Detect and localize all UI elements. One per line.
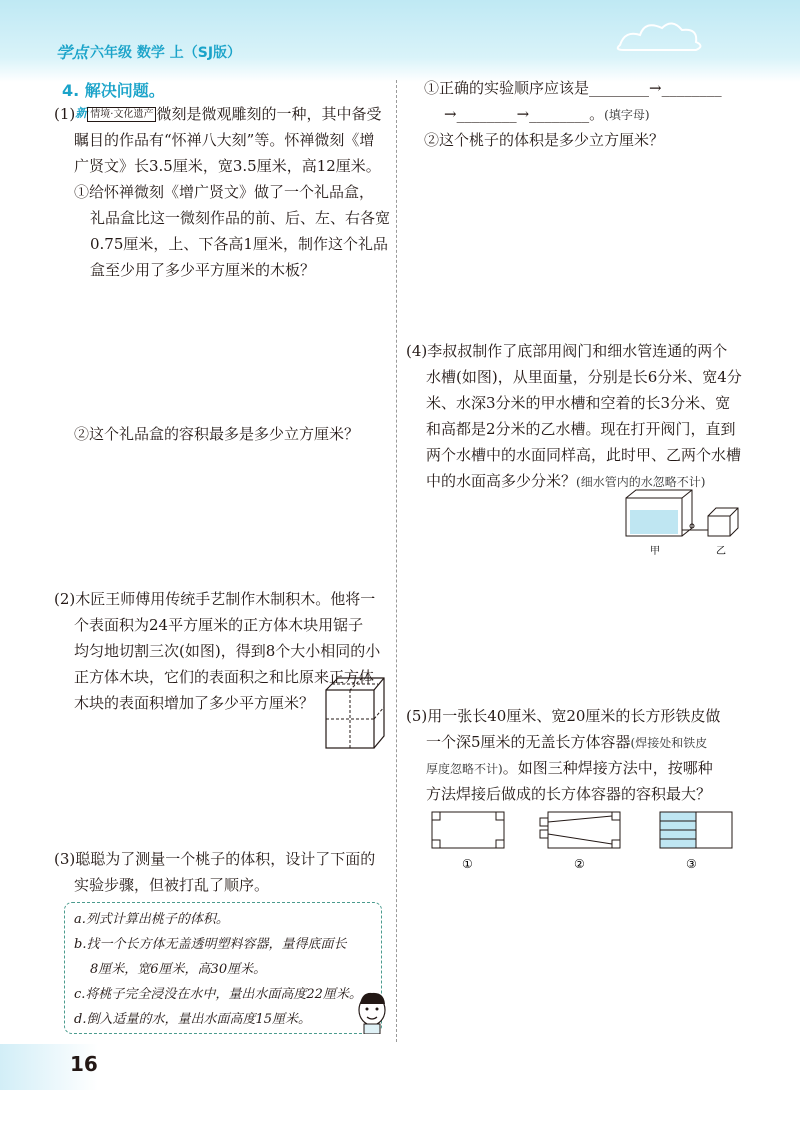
cloud-decoration-icon bbox=[610, 10, 720, 60]
step-d: d.倒入适量的水，量出水面高度15厘米。 bbox=[74, 1012, 311, 1027]
page-number: 16 bbox=[70, 1052, 98, 1076]
q2-line-1: (2)木匠王师傅用传统手艺制作木制积木。他将一 bbox=[54, 590, 376, 608]
label-jia: 甲 bbox=[650, 546, 660, 557]
q4-line-6: 中的水面高多少分米？(细水管内的水忽略不计) bbox=[426, 472, 706, 490]
q1-line-3: 广贤文》长3.5厘米，宽3.5厘米，高12厘米。 bbox=[74, 157, 381, 175]
q2-line-3: 均匀地切割三次(如图)，得到8个大小相同的小 bbox=[74, 642, 381, 660]
peach-volume-question: ②这个桃子的体积是多少立方厘米？ bbox=[424, 131, 665, 149]
q4-line-1: (4)李叔叔制作了底部用阀门和细水管连通的两个 bbox=[406, 342, 728, 360]
method-2-label: ② bbox=[574, 857, 585, 871]
order-note: (填字母) bbox=[604, 108, 650, 122]
cartoon-boy-icon bbox=[354, 986, 390, 1034]
q3-line-2: 实验步骤，但被打乱了顺序。 bbox=[74, 876, 270, 894]
q5-line-3: 厚度忽略不计)。如图三种焊接方法中，按哪种 bbox=[426, 759, 713, 777]
brand-logo: 学点 bbox=[56, 43, 89, 62]
welding-methods-figure bbox=[424, 806, 754, 876]
section-title: 4. 解决问题。 bbox=[62, 81, 165, 100]
step-b: b.找一个长方体无盖透明塑料容器，量得底面长 bbox=[74, 937, 347, 952]
column-divider bbox=[396, 80, 397, 1042]
q1-sub1-line-2: 礼品盒比这一微刻作品的前、后、左、右各宽 bbox=[90, 209, 391, 227]
q1-sub2: ②这个礼品盒的容积最多是多少立方厘米？ bbox=[74, 425, 360, 443]
q5-line-2: 一个深5厘米的无盖长方体容器(焊接处和铁皮 bbox=[426, 733, 708, 751]
method-1-label: ① bbox=[462, 857, 473, 871]
q4-line-2: 水槽(如图)，从里面量，分别是长6分米、宽4分 bbox=[426, 368, 742, 386]
q4-line-3: 米、水深3分米的甲水槽和空着的长3分米、宽 bbox=[426, 394, 731, 412]
q1-line-2: 瞩目的作品有“怀禅八大刻”等。怀禅微刻《增 bbox=[74, 131, 375, 149]
step-c: c.将桃子完全浸没在水中，量出水面高度22厘米。 bbox=[74, 987, 362, 1002]
q5-note-1: (焊接处和铁皮 bbox=[630, 736, 708, 750]
cut-cube-figure bbox=[322, 670, 386, 752]
q1-sub1-line-3: 0.75厘米，上、下各高1厘米，制作这个礼品 bbox=[90, 235, 388, 253]
new-tag: 新 bbox=[75, 106, 88, 120]
q5-note-2: 厚度忽略不计) bbox=[426, 762, 503, 776]
q1-sub1-line-4: 盒至少用了多少平方厘米的木板？ bbox=[90, 261, 316, 279]
order-line-2: →________→________。(填字母) bbox=[444, 105, 650, 123]
book-title: 六年级 数学 上（SJ版） bbox=[90, 45, 242, 61]
q2-line-2: 个表面积为24平方厘米的正方体木块用锯子 bbox=[74, 616, 364, 634]
q2-line-5: 木块的表面积增加了多少平方厘米？ bbox=[74, 694, 315, 712]
q4-note: (细水管内的水忽略不计) bbox=[576, 475, 706, 489]
step-b-cont: 8厘米，宽6厘米，高30厘米。 bbox=[90, 962, 267, 977]
q1-sub1-line-1: ①给怀禅微刻《增广贤文》做了一个礼品盒， bbox=[74, 183, 375, 201]
q4-line-5: 两个水槽中的水面同样高，此时甲、乙两个水槽 bbox=[426, 446, 742, 464]
step-a: a.列式计算出桃子的体积。 bbox=[74, 912, 229, 927]
context-tag: 情境·文化遗产 bbox=[87, 107, 156, 122]
water-tanks-figure bbox=[612, 488, 742, 560]
q4-line-4: 和高都是2分米的乙水槽。现在打开阀门，直到 bbox=[426, 420, 736, 438]
q5-line-1: (5)用一张长40厘米、宽20厘米的长方形铁皮做 bbox=[406, 707, 721, 725]
method-3-label: ③ bbox=[686, 857, 697, 871]
label-yi: 乙 bbox=[716, 546, 726, 557]
q3-line-1: (3)聪聪为了测量一个桃子的体积，设计了下面的 bbox=[54, 850, 376, 868]
order-line-1: ①正确的实验顺序应该是________→________ bbox=[424, 79, 722, 97]
q5-line-4: 方法焊接后做成的长方体容器的容积最大？ bbox=[426, 785, 712, 803]
q2-line-4: 正方体木块，它们的表面积之和比原来正方体 bbox=[74, 668, 375, 686]
q1-line-1: (1)新 情境·文化遗产 微刻是微观雕刻的一种，其中备受 bbox=[54, 105, 382, 123]
